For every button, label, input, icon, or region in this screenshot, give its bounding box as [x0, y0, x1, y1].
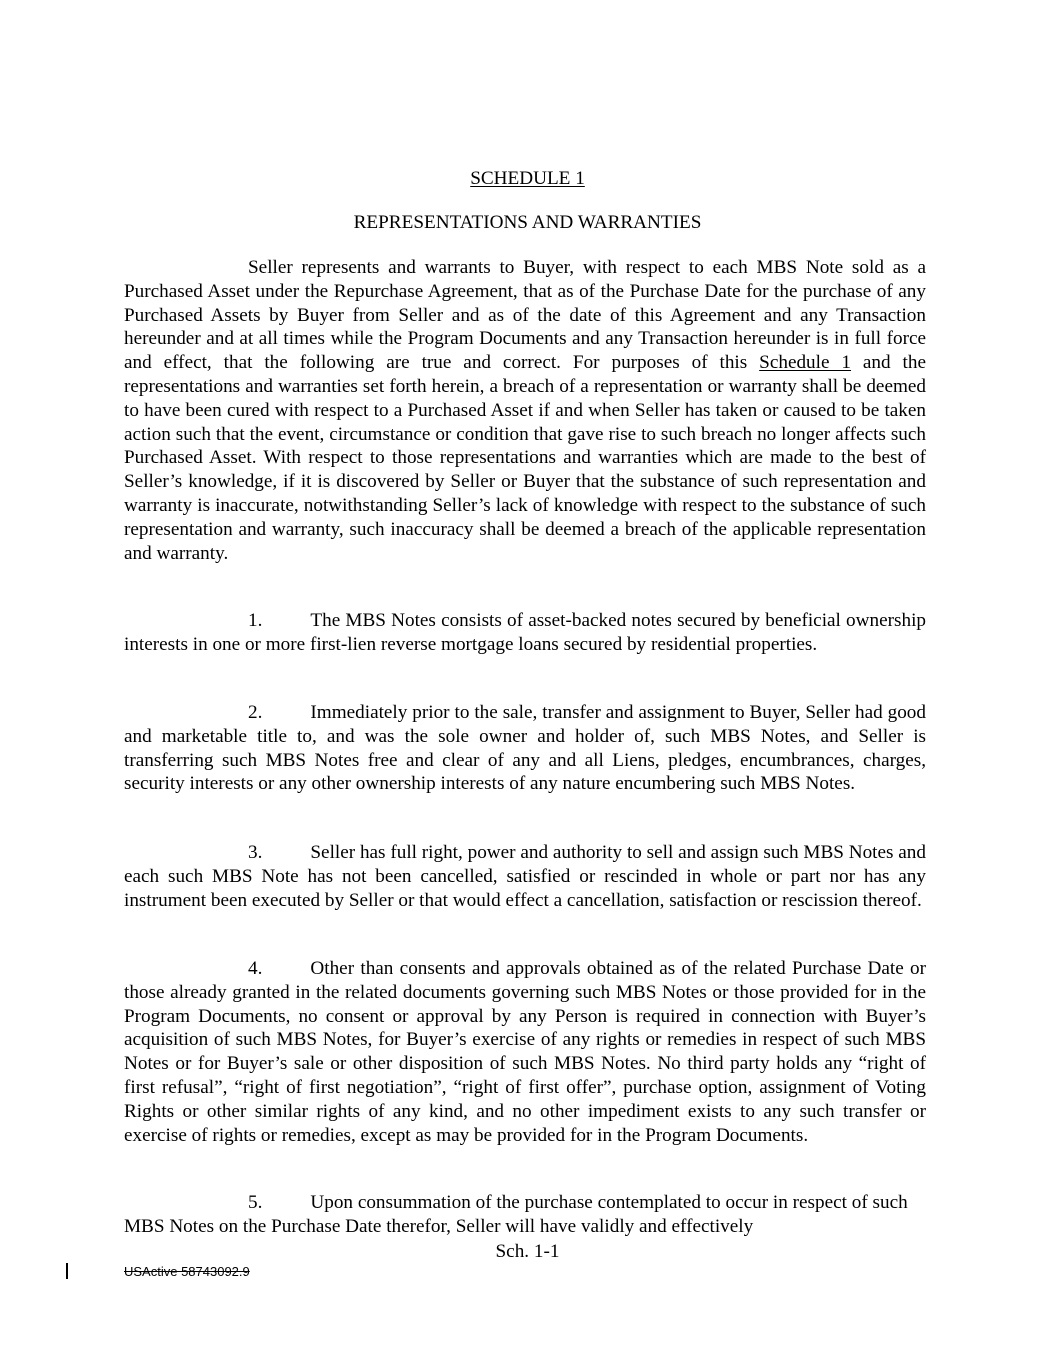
document-id: USActive 58743092.9 [124, 1264, 250, 1279]
item-text: The MBS Notes consists of asset-backed notes secured by beneficial ownership interests in one or more first-lien reverse mortgage loans secured by residential properties. [124, 610, 926, 655]
intro-text-part1: Seller represents and warrants to Buyer, with respect to each MBS Note sold as a Purchased Asset under the Repurchase Agreement, that as of the Purchase Date for the purchase of any Purchased Assets by Buyer from Seller and as of the date of this Agreement and any Transaction hereunder and at all times while the Program Documents and any Transaction hereunder is in full force and effect, that the following are true and correct. For purposes of this [124, 257, 926, 374]
item-text: Other than consents and approvals obtained as of the related Purchase Date or those already granted in the related documents governing such MBS Notes or those provided for in the Program Documents, no consent or approval by any Person is required in connection with Buyer’s acquisition of such MBS Notes, for Buyer’s exercise of any rights or remedies in respect of such MBS Notes or for Buyer’s sale or other disposition of such MBS Notes. No third party holds any “right of first refusal”, “right of first negotiation”, “right of first offer”, purchase option, assignment of Voting Rights or other similar rights of any kind, and no other impediment exists to any such transfer or exercise of rights or remedies, except as may be provided for in the Program Documents. [124, 958, 926, 1146]
intro-paragraph [124, 256, 926, 565]
list-item [124, 701, 926, 796]
item-number: 3. [248, 842, 263, 863]
list-item [124, 957, 926, 1147]
item-number: 5. [248, 1192, 263, 1213]
revision-bar [66, 1263, 68, 1279]
item-text: Seller has full right, power and authority to sell and assign such MBS Notes and each such MBS Note has not been cancelled, satisfied or rescinded in whole or part nor has any instrument been executed by Seller or that would effect a cancellation, satisfaction or rescission thereof. [124, 842, 926, 911]
section-title: REPRESENTATIONS AND WARRANTIES [353, 212, 702, 233]
schedule-title: SCHEDULE 1 [470, 168, 585, 189]
schedule-reference: Schedule 1 [759, 352, 851, 374]
list-item [124, 1191, 926, 1239]
item-text: Immediately prior to the sale, transfer and assignment to Buyer, Seller had good and marketable title to, and was the sole owner and holder of, such MBS Notes, and Seller is transferring such MBS Notes free and clear of any and all Liens, pledges, encumbrances, charges, security interests or any other ownership interests of any nature encumbering such MBS Notes. [124, 702, 926, 795]
item-number: 4. [248, 958, 263, 979]
item-text: Upon consummation of the purchase contemplated to occur in respect of such MBS Notes on the Purchase Date therefor, Seller will have validly and effectively [124, 1192, 908, 1237]
list-item [124, 609, 926, 657]
item-number: 2. [248, 702, 263, 723]
list-item [124, 841, 926, 912]
intro-text-part2: and the representations and warranties set forth herein, a breach of a representation or warranty shall be deemed to have been cured with respect to a Purchased Asset if and when Seller has taken or caused to be taken action such that the event, circumstance or condition that gave rise to such breach no longer affects such Purchased Asset. With respect to those representations and warranties which are made to the best of Seller’s knowledge, if it is discovered by Seller or Buyer that the substance of such representation and warranty is inaccurate, notwithstanding Seller’s lack of knowledge with respect to the substance of such representation and warranty, such inaccuracy shall be deemed a breach of the applicable representation and warranty. [124, 352, 926, 564]
page-number: Sch. 1-1 [495, 1241, 560, 1262]
item-number: 1. [248, 610, 263, 631]
